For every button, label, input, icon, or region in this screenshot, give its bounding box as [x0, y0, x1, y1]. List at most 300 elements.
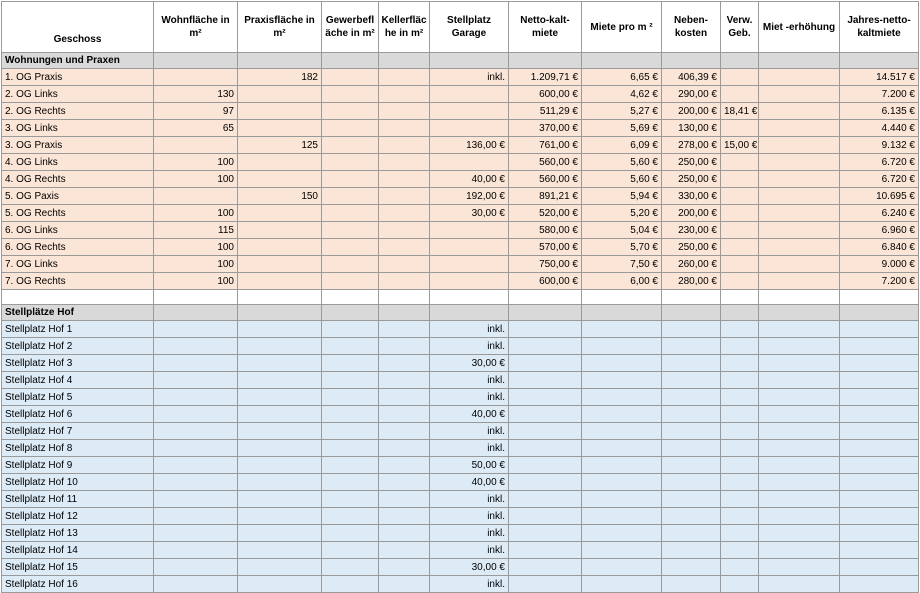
table-cell[interactable]: 50,00 €	[430, 457, 509, 474]
table-cell[interactable]	[721, 321, 759, 338]
table-cell[interactable]: 5,04 €	[582, 222, 662, 239]
table-cell[interactable]	[759, 525, 840, 542]
table-cell[interactable]	[662, 321, 721, 338]
table-cell[interactable]	[379, 457, 430, 474]
table-cell[interactable]	[840, 457, 919, 474]
table-cell[interactable]: inkl.	[430, 491, 509, 508]
table-cell[interactable]: inkl.	[430, 338, 509, 355]
table-cell[interactable]	[840, 290, 919, 305]
table-cell[interactable]: 230,00 €	[662, 222, 721, 239]
table-cell[interactable]	[430, 154, 509, 171]
table-cell[interactable]: 100	[154, 273, 238, 290]
table-cell[interactable]	[322, 355, 379, 372]
table-cell[interactable]	[379, 525, 430, 542]
table-cell[interactable]	[322, 86, 379, 103]
table-cell[interactable]: 5,60 €	[582, 154, 662, 171]
table-cell[interactable]: 580,00 €	[509, 222, 582, 239]
table-cell[interactable]	[379, 290, 430, 305]
table-cell[interactable]	[759, 290, 840, 305]
table-cell[interactable]	[154, 423, 238, 440]
table-cell[interactable]: 4. OG Rechts	[2, 171, 154, 188]
table-cell[interactable]	[238, 474, 322, 491]
table-cell[interactable]	[840, 525, 919, 542]
table-cell[interactable]	[662, 508, 721, 525]
table-cell[interactable]: 6,09 €	[582, 137, 662, 154]
table-cell[interactable]	[662, 576, 721, 593]
table-cell[interactable]	[721, 273, 759, 290]
table-cell[interactable]	[238, 338, 322, 355]
table-cell[interactable]: 6,00 €	[582, 273, 662, 290]
table-cell[interactable]	[582, 338, 662, 355]
table-cell[interactable]	[379, 440, 430, 457]
table-cell[interactable]	[430, 222, 509, 239]
table-cell[interactable]	[759, 53, 840, 69]
table-cell[interactable]	[721, 440, 759, 457]
table-cell[interactable]	[238, 120, 322, 137]
table-cell[interactable]: 192,00 €	[430, 188, 509, 205]
table-cell[interactable]: 200,00 €	[662, 103, 721, 120]
table-cell[interactable]	[721, 154, 759, 171]
table-cell[interactable]: 97	[154, 103, 238, 120]
table-cell[interactable]	[721, 222, 759, 239]
table-cell[interactable]	[322, 576, 379, 593]
table-cell[interactable]	[759, 389, 840, 406]
column-header[interactable]: Wohnfläche in m²	[154, 2, 238, 53]
table-cell[interactable]	[322, 457, 379, 474]
table-cell[interactable]	[379, 474, 430, 491]
table-cell[interactable]	[662, 525, 721, 542]
table-cell[interactable]	[379, 491, 430, 508]
table-cell[interactable]: 130,00 €	[662, 120, 721, 137]
table-cell[interactable]: 40,00 €	[430, 474, 509, 491]
table-cell[interactable]: 18,41 €	[721, 103, 759, 120]
table-cell[interactable]	[430, 239, 509, 256]
column-header[interactable]: Geschoss	[2, 2, 154, 53]
table-cell[interactable]	[509, 53, 582, 69]
table-cell[interactable]	[721, 53, 759, 69]
table-cell[interactable]: 7.200 €	[840, 273, 919, 290]
table-cell[interactable]	[582, 53, 662, 69]
table-cell[interactable]: 5,94 €	[582, 188, 662, 205]
table-cell[interactable]: Stellplatz Hof 2	[2, 338, 154, 355]
table-cell[interactable]: 7. OG Rechts	[2, 273, 154, 290]
table-cell[interactable]	[721, 525, 759, 542]
table-cell[interactable]	[662, 491, 721, 508]
table-cell[interactable]	[509, 305, 582, 321]
table-cell[interactable]	[379, 86, 430, 103]
table-cell[interactable]	[582, 525, 662, 542]
table-cell[interactable]: 14.517 €	[840, 69, 919, 86]
table-cell[interactable]: 511,29 €	[509, 103, 582, 120]
table-cell[interactable]	[2, 290, 154, 305]
table-cell[interactable]: Stellplatz Hof 11	[2, 491, 154, 508]
table-cell[interactable]	[662, 406, 721, 423]
table-cell[interactable]	[840, 372, 919, 389]
table-cell[interactable]	[238, 355, 322, 372]
column-header[interactable]: Miete pro m ²	[582, 2, 662, 53]
table-cell[interactable]	[721, 474, 759, 491]
table-cell[interactable]	[840, 389, 919, 406]
table-cell[interactable]: 136,00 €	[430, 137, 509, 154]
table-cell[interactable]	[322, 525, 379, 542]
table-cell[interactable]	[322, 406, 379, 423]
table-cell[interactable]	[662, 542, 721, 559]
table-cell[interactable]: Stellplatz Hof 6	[2, 406, 154, 423]
table-cell[interactable]	[662, 559, 721, 576]
table-cell[interactable]	[322, 103, 379, 120]
table-cell[interactable]	[662, 457, 721, 474]
table-cell[interactable]	[582, 559, 662, 576]
table-cell[interactable]: Stellplatz Hof 1	[2, 321, 154, 338]
table-cell[interactable]	[662, 389, 721, 406]
table-cell[interactable]: 260,00 €	[662, 256, 721, 273]
column-header[interactable]: Neben-kosten	[662, 2, 721, 53]
table-cell[interactable]: Stellplatz Hof 7	[2, 423, 154, 440]
table-cell[interactable]	[759, 559, 840, 576]
table-cell[interactable]: Stellplatz Hof 3	[2, 355, 154, 372]
table-cell[interactable]	[759, 338, 840, 355]
table-cell[interactable]	[322, 69, 379, 86]
table-cell[interactable]	[322, 321, 379, 338]
table-cell[interactable]: 6,65 €	[582, 69, 662, 86]
table-cell[interactable]	[840, 440, 919, 457]
table-cell[interactable]: Stellplatz Hof 14	[2, 542, 154, 559]
table-cell[interactable]: 3. OG Praxis	[2, 137, 154, 154]
table-cell[interactable]	[154, 338, 238, 355]
table-cell[interactable]	[379, 69, 430, 86]
table-cell[interactable]	[322, 137, 379, 154]
table-cell[interactable]	[509, 338, 582, 355]
table-cell[interactable]: inkl.	[430, 423, 509, 440]
table-cell[interactable]	[154, 559, 238, 576]
table-cell[interactable]	[379, 423, 430, 440]
table-cell[interactable]	[840, 53, 919, 69]
table-cell[interactable]	[154, 188, 238, 205]
table-cell[interactable]	[582, 491, 662, 508]
table-cell[interactable]	[509, 491, 582, 508]
table-cell[interactable]	[759, 508, 840, 525]
table-cell[interactable]	[322, 120, 379, 137]
table-cell[interactable]	[840, 406, 919, 423]
table-cell[interactable]	[721, 86, 759, 103]
table-cell[interactable]	[238, 491, 322, 508]
table-cell[interactable]	[379, 137, 430, 154]
table-cell[interactable]	[238, 508, 322, 525]
table-cell[interactable]	[322, 389, 379, 406]
table-cell[interactable]	[430, 305, 509, 321]
table-cell[interactable]	[154, 305, 238, 321]
table-cell[interactable]: 150	[238, 188, 322, 205]
table-cell[interactable]	[379, 103, 430, 120]
table-cell[interactable]	[238, 525, 322, 542]
table-cell[interactable]	[582, 321, 662, 338]
table-cell[interactable]	[721, 372, 759, 389]
table-cell[interactable]	[322, 423, 379, 440]
table-cell[interactable]	[322, 154, 379, 171]
table-cell[interactable]: 4.440 €	[840, 120, 919, 137]
table-cell[interactable]	[238, 542, 322, 559]
table-cell[interactable]	[840, 576, 919, 593]
table-cell[interactable]	[238, 559, 322, 576]
table-cell[interactable]	[582, 457, 662, 474]
table-cell[interactable]: 30,00 €	[430, 205, 509, 222]
table-cell[interactable]	[582, 406, 662, 423]
table-cell[interactable]	[379, 305, 430, 321]
table-cell[interactable]	[721, 69, 759, 86]
table-cell[interactable]	[322, 222, 379, 239]
table-cell[interactable]	[379, 239, 430, 256]
table-cell[interactable]	[509, 290, 582, 305]
table-cell[interactable]: Stellplatz Hof 16	[2, 576, 154, 593]
table-cell[interactable]	[840, 305, 919, 321]
table-cell[interactable]: 250,00 €	[662, 171, 721, 188]
table-cell[interactable]	[509, 406, 582, 423]
table-cell[interactable]	[238, 222, 322, 239]
table-cell[interactable]	[322, 491, 379, 508]
table-cell[interactable]	[509, 372, 582, 389]
table-cell[interactable]	[759, 86, 840, 103]
table-cell[interactable]	[509, 576, 582, 593]
table-cell[interactable]	[840, 542, 919, 559]
table-cell[interactable]: 30,00 €	[430, 355, 509, 372]
table-cell[interactable]	[322, 239, 379, 256]
table-cell[interactable]: inkl.	[430, 525, 509, 542]
table-cell[interactable]	[662, 355, 721, 372]
table-cell[interactable]: 6.840 €	[840, 239, 919, 256]
table-cell[interactable]	[154, 491, 238, 508]
table-cell[interactable]: inkl.	[430, 372, 509, 389]
table-cell[interactable]: 9.000 €	[840, 256, 919, 273]
table-cell[interactable]	[509, 423, 582, 440]
table-cell[interactable]: 1. OG Praxis	[2, 69, 154, 86]
table-cell[interactable]	[154, 457, 238, 474]
table-cell[interactable]	[430, 256, 509, 273]
table-cell[interactable]	[379, 120, 430, 137]
table-cell[interactable]	[759, 137, 840, 154]
table-cell[interactable]	[379, 188, 430, 205]
table-cell[interactable]	[509, 508, 582, 525]
table-cell[interactable]	[662, 305, 721, 321]
table-cell[interactable]	[238, 576, 322, 593]
table-cell[interactable]	[509, 355, 582, 372]
table-cell[interactable]	[759, 423, 840, 440]
table-cell[interactable]: 600,00 €	[509, 273, 582, 290]
table-cell[interactable]: 2. OG Rechts	[2, 103, 154, 120]
table-cell[interactable]	[721, 239, 759, 256]
table-cell[interactable]	[238, 273, 322, 290]
table-cell[interactable]	[379, 53, 430, 69]
table-cell[interactable]: Stellplatz Hof 15	[2, 559, 154, 576]
table-cell[interactable]: inkl.	[430, 321, 509, 338]
table-cell[interactable]	[379, 559, 430, 576]
table-cell[interactable]	[379, 256, 430, 273]
table-cell[interactable]	[154, 69, 238, 86]
table-cell[interactable]	[509, 389, 582, 406]
table-cell[interactable]	[238, 457, 322, 474]
table-cell[interactable]	[721, 389, 759, 406]
table-cell[interactable]	[154, 355, 238, 372]
table-cell[interactable]: 5,70 €	[582, 239, 662, 256]
table-cell[interactable]	[238, 205, 322, 222]
table-cell[interactable]	[238, 171, 322, 188]
table-cell[interactable]	[509, 542, 582, 559]
table-cell[interactable]	[238, 389, 322, 406]
table-cell[interactable]	[721, 491, 759, 508]
table-cell[interactable]	[238, 53, 322, 69]
table-cell[interactable]	[721, 406, 759, 423]
table-cell[interactable]: inkl.	[430, 389, 509, 406]
table-cell[interactable]	[840, 559, 919, 576]
table-cell[interactable]	[582, 355, 662, 372]
table-cell[interactable]	[430, 273, 509, 290]
table-cell[interactable]: inkl.	[430, 576, 509, 593]
table-cell[interactable]	[759, 542, 840, 559]
table-cell[interactable]	[379, 222, 430, 239]
table-cell[interactable]	[322, 542, 379, 559]
table-cell[interactable]: 330,00 €	[662, 188, 721, 205]
table-cell[interactable]: 600,00 €	[509, 86, 582, 103]
table-cell[interactable]	[582, 423, 662, 440]
table-cell[interactable]	[322, 338, 379, 355]
table-cell[interactable]: 370,00 €	[509, 120, 582, 137]
table-cell[interactable]: 6.960 €	[840, 222, 919, 239]
table-cell[interactable]	[759, 103, 840, 120]
table-cell[interactable]: inkl.	[430, 440, 509, 457]
table-cell[interactable]	[840, 508, 919, 525]
table-cell[interactable]	[379, 542, 430, 559]
table-cell[interactable]	[759, 154, 840, 171]
table-cell[interactable]: 560,00 €	[509, 154, 582, 171]
table-cell[interactable]: 6.720 €	[840, 171, 919, 188]
table-cell[interactable]	[322, 53, 379, 69]
table-cell[interactable]: 5. OG Paxis	[2, 188, 154, 205]
table-cell[interactable]	[154, 137, 238, 154]
table-cell[interactable]	[721, 576, 759, 593]
table-cell[interactable]: 5. OG Rechts	[2, 205, 154, 222]
column-header[interactable]: Verw. Geb.	[721, 2, 759, 53]
table-cell[interactable]	[379, 355, 430, 372]
table-cell[interactable]	[759, 305, 840, 321]
table-cell[interactable]	[721, 338, 759, 355]
table-cell[interactable]: 3. OG Links	[2, 120, 154, 137]
table-cell[interactable]	[759, 205, 840, 222]
table-cell[interactable]	[154, 290, 238, 305]
table-cell[interactable]	[759, 256, 840, 273]
table-cell[interactable]	[154, 440, 238, 457]
table-cell[interactable]	[238, 256, 322, 273]
table-cell[interactable]	[721, 559, 759, 576]
table-cell[interactable]: 406,39 €	[662, 69, 721, 86]
table-cell[interactable]	[759, 239, 840, 256]
table-cell[interactable]: Stellplatz Hof 4	[2, 372, 154, 389]
table-cell[interactable]: 6.720 €	[840, 154, 919, 171]
table-cell[interactable]	[238, 321, 322, 338]
table-cell[interactable]	[840, 423, 919, 440]
table-cell[interactable]	[721, 423, 759, 440]
table-cell[interactable]	[662, 474, 721, 491]
table-cell[interactable]	[322, 474, 379, 491]
table-cell[interactable]: 40,00 €	[430, 171, 509, 188]
table-cell[interactable]: 761,00 €	[509, 137, 582, 154]
table-cell[interactable]	[509, 321, 582, 338]
table-cell[interactable]: Stellplatz Hof 13	[2, 525, 154, 542]
table-cell[interactable]	[322, 508, 379, 525]
table-cell[interactable]	[322, 290, 379, 305]
table-cell[interactable]	[582, 542, 662, 559]
table-cell[interactable]: 7,50 €	[582, 256, 662, 273]
table-cell[interactable]	[840, 355, 919, 372]
table-cell[interactable]	[509, 440, 582, 457]
table-cell[interactable]	[430, 103, 509, 120]
table-cell[interactable]: 182	[238, 69, 322, 86]
table-cell[interactable]: 65	[154, 120, 238, 137]
table-cell[interactable]	[322, 305, 379, 321]
table-cell[interactable]: 15,00 €	[721, 137, 759, 154]
table-cell[interactable]	[154, 321, 238, 338]
column-header[interactable]: Kellerfläc he in m²	[379, 2, 430, 53]
table-cell[interactable]: 130	[154, 86, 238, 103]
table-cell[interactable]	[759, 406, 840, 423]
table-cell[interactable]	[154, 508, 238, 525]
table-cell[interactable]	[662, 338, 721, 355]
table-cell[interactable]	[759, 576, 840, 593]
table-cell[interactable]	[238, 239, 322, 256]
table-cell[interactable]	[430, 53, 509, 69]
table-cell[interactable]	[662, 440, 721, 457]
table-cell[interactable]	[154, 474, 238, 491]
table-cell[interactable]	[840, 474, 919, 491]
table-cell[interactable]	[721, 188, 759, 205]
table-cell[interactable]	[582, 290, 662, 305]
table-cell[interactable]	[379, 273, 430, 290]
table-cell[interactable]: inkl.	[430, 508, 509, 525]
table-cell[interactable]	[509, 559, 582, 576]
table-cell[interactable]: inkl.	[430, 542, 509, 559]
table-cell[interactable]	[840, 338, 919, 355]
table-cell[interactable]: 891,21 €	[509, 188, 582, 205]
table-cell[interactable]	[379, 406, 430, 423]
table-cell[interactable]	[154, 406, 238, 423]
table-cell[interactable]: 250,00 €	[662, 239, 721, 256]
table-cell[interactable]	[238, 423, 322, 440]
table-cell[interactable]: Stellplatz Hof 8	[2, 440, 154, 457]
column-header[interactable]: Stellplatz Garage	[430, 2, 509, 53]
table-cell[interactable]	[322, 205, 379, 222]
table-cell[interactable]: Stellplatz Hof 5	[2, 389, 154, 406]
table-cell[interactable]	[430, 120, 509, 137]
table-cell[interactable]: 6.240 €	[840, 205, 919, 222]
table-cell[interactable]: 750,00 €	[509, 256, 582, 273]
table-cell[interactable]: Stellplatz Hof 10	[2, 474, 154, 491]
table-cell[interactable]	[662, 423, 721, 440]
table-cell[interactable]	[721, 508, 759, 525]
table-cell[interactable]	[582, 372, 662, 389]
table-cell[interactable]	[379, 338, 430, 355]
table-cell[interactable]: 2. OG Links	[2, 86, 154, 103]
table-cell[interactable]	[759, 222, 840, 239]
table-cell[interactable]: 100	[154, 171, 238, 188]
table-cell[interactable]	[379, 508, 430, 525]
table-cell[interactable]	[840, 491, 919, 508]
table-cell[interactable]	[322, 256, 379, 273]
table-cell[interactable]	[759, 474, 840, 491]
table-cell[interactable]	[238, 86, 322, 103]
table-cell[interactable]	[582, 305, 662, 321]
table-cell[interactable]: 278,00 €	[662, 137, 721, 154]
table-cell[interactable]: 290,00 €	[662, 86, 721, 103]
table-cell[interactable]: 125	[238, 137, 322, 154]
table-cell[interactable]	[759, 120, 840, 137]
